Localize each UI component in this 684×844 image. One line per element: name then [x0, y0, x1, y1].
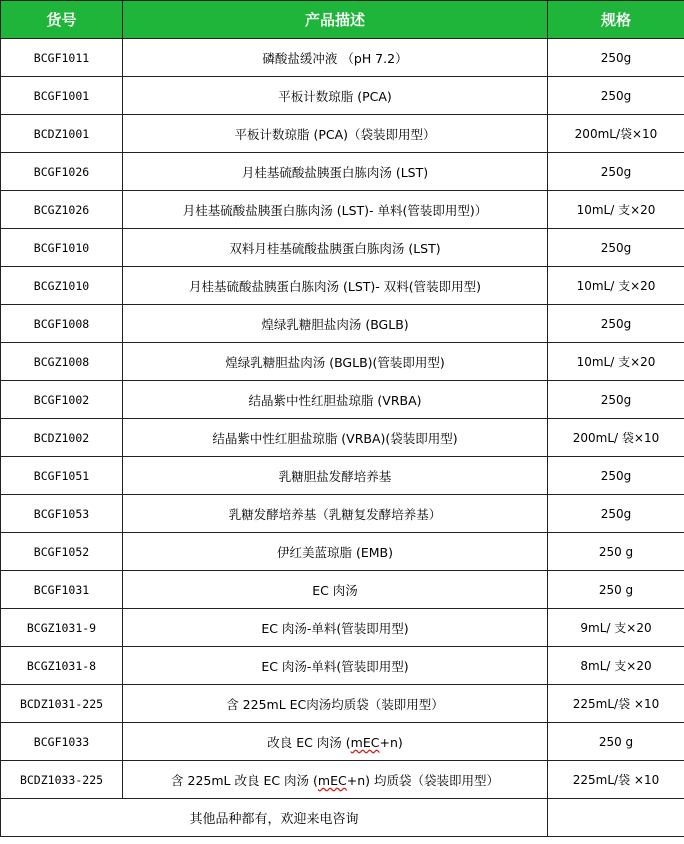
- table-row: [1, 305, 684, 343]
- product-spec: 250g: [548, 381, 684, 419]
- product-spec: 250g: [548, 495, 684, 533]
- product-description: 含 225mL 改良 EC 肉汤 (mEC+n) 均质袋（袋装即用型）: [123, 761, 548, 799]
- product-description: EC 肉汤: [123, 571, 548, 609]
- product-code: BCGZ1026: [1, 191, 123, 229]
- product-description: 乳糖发酵培养基（乳糖复发酵培养基）: [123, 495, 548, 533]
- product-code: BCGF1026: [1, 153, 123, 191]
- product-code: BCGF1052: [1, 533, 123, 571]
- product-description: 平板计数琼脂 (PCA): [123, 77, 548, 115]
- product-code: BCDZ1002: [1, 419, 123, 457]
- table-row: [1, 609, 684, 647]
- header-row: [1, 1, 684, 39]
- product-spec: 8mL/ 支×20: [548, 647, 684, 685]
- product-code: BCGF1001: [1, 77, 123, 115]
- product-description: 乳糖胆盐发酵培养基: [123, 457, 548, 495]
- product-description: 磷酸盐缓冲液 （pH 7.2）: [123, 39, 548, 77]
- table-row: [1, 153, 684, 191]
- product-spec: 200mL/ 袋×10: [548, 419, 684, 457]
- product-spec: 250g: [548, 153, 684, 191]
- footer-row: [1, 799, 684, 837]
- table-row: [1, 495, 684, 533]
- product-description: 伊红美蓝琼脂 (EMB): [123, 533, 548, 571]
- product-spec: 225mL/袋 ×10: [548, 761, 684, 799]
- product-code: BCGF1053: [1, 495, 123, 533]
- table-row: [1, 533, 684, 571]
- product-spec: 250g: [548, 305, 684, 343]
- product-spec: 250g: [548, 457, 684, 495]
- product-code: BCGF1002: [1, 381, 123, 419]
- product-description: 双料月桂基硫酸盐胰蛋白胨肉汤 (LST): [123, 229, 548, 267]
- product-spec: 250 g: [548, 723, 684, 761]
- product-spec: 250g: [548, 77, 684, 115]
- footer-spec: [548, 799, 684, 837]
- product-description: 结晶紫中性红胆盐琼脂 (VRBA): [123, 381, 548, 419]
- product-description: 月桂基硫酸盐胰蛋白胨肉汤 (LST)- 双料(管装即用型): [123, 267, 548, 305]
- product-description: 月桂基硫酸盐胰蛋白胨肉汤 (LST)- 单料(管装即用型)）: [123, 191, 548, 229]
- product-code: BCGZ1008: [1, 343, 123, 381]
- table-row: [1, 115, 684, 153]
- table-row: [1, 267, 684, 305]
- product-description: 月桂基硫酸盐胰蛋白胨肉汤 (LST): [123, 153, 548, 191]
- product-description: 煌绿乳糖胆盐肉汤 (BGLB)(管装即用型): [123, 343, 548, 381]
- table-row: [1, 723, 684, 761]
- product-spec: 250 g: [548, 571, 684, 609]
- product-description: EC 肉汤-单料(管装即用型): [123, 609, 548, 647]
- table-row: [1, 685, 684, 723]
- product-spec: 250g: [548, 229, 684, 267]
- product-description: 煌绿乳糖胆盐肉汤 (BGLB): [123, 305, 548, 343]
- footer-note: 其他品种都有，欢迎来电咨询: [1, 799, 548, 837]
- product-code: BCDZ1033-225: [1, 761, 123, 799]
- product-spec: 9mL/ 支×20: [548, 609, 684, 647]
- table-row: [1, 761, 684, 799]
- product-spec: 10mL/ 支×20: [548, 267, 684, 305]
- product-spec: 200mL/袋×10: [548, 115, 684, 153]
- product-code: BCGF1031: [1, 571, 123, 609]
- product-code: BCGF1008: [1, 305, 123, 343]
- product-spec: 10mL/ 支×20: [548, 191, 684, 229]
- product-code: BCGF1011: [1, 39, 123, 77]
- product-description: 结晶紫中性红胆盐琼脂 (VRBA)(袋装即用型): [123, 419, 548, 457]
- table-row: [1, 647, 684, 685]
- product-spec: 225mL/袋 ×10: [548, 685, 684, 723]
- product-description: 平板计数琼脂 (PCA)（袋装即用型）: [123, 115, 548, 153]
- header-description: 产品描述: [123, 1, 548, 39]
- product-code: BCGF1033: [1, 723, 123, 761]
- spellcheck-mark: mEC: [317, 772, 347, 788]
- product-description: 含 225mL EC肉汤均质袋（装即用型）: [123, 685, 548, 723]
- product-code: BCGZ1031-8: [1, 647, 123, 685]
- table-row: [1, 419, 684, 457]
- table-row: [1, 191, 684, 229]
- product-code: BCGZ1031-9: [1, 609, 123, 647]
- product-spec: 250g: [548, 39, 684, 77]
- table-row: [1, 343, 684, 381]
- product-code: BCGF1010: [1, 229, 123, 267]
- product-description: EC 肉汤-单料(管装即用型): [123, 647, 548, 685]
- product-code: BCDZ1001: [1, 115, 123, 153]
- product-code: BCGZ1010: [1, 267, 123, 305]
- spellcheck-mark: mEC: [350, 734, 380, 750]
- header-spec: 规格: [548, 1, 684, 39]
- product-spec: 250 g: [548, 533, 684, 571]
- product-code: BCGF1051: [1, 457, 123, 495]
- product-spec: 10mL/ 支×20: [548, 343, 684, 381]
- product-code: BCDZ1031-225: [1, 685, 123, 723]
- table-row: [1, 77, 684, 115]
- product-rows: [1, 39, 684, 837]
- table-row: [1, 457, 684, 495]
- product-description: 改良 EC 肉汤 (mEC+n): [123, 723, 548, 761]
- table-row: [1, 39, 684, 77]
- table-row: [1, 229, 684, 267]
- header-code: 货号: [1, 1, 123, 39]
- table-row: [1, 381, 684, 419]
- table-row: [1, 571, 684, 609]
